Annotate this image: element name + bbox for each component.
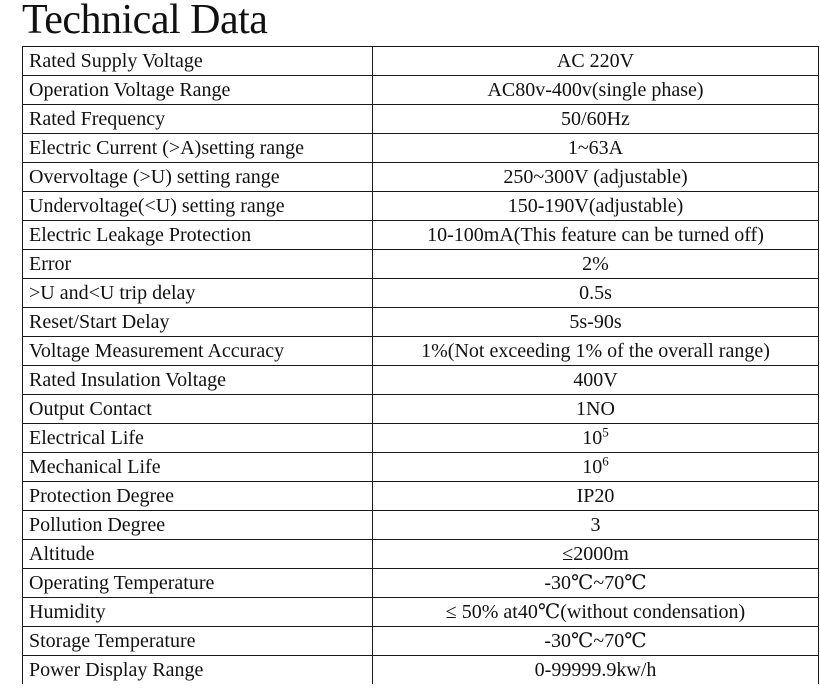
spec-table <box>22 46 819 684</box>
spec-value-text: 1~63A <box>567 137 624 159</box>
spec-value-exponent: 5 <box>602 424 609 440</box>
spec-value <box>373 482 819 511</box>
spec-value-text: 3 <box>590 514 601 536</box>
table-row <box>23 511 819 540</box>
spec-value-text: 1%(Not exceeding 1% of the overall range) <box>421 340 770 362</box>
spec-label: Electrical Life <box>23 424 373 453</box>
spec-value-text: AC80v-400v(single phase) <box>487 79 704 101</box>
spec-label: Voltage Measurement Accuracy <box>23 337 373 366</box>
spec-label: Storage Temperature <box>23 627 373 656</box>
spec-value <box>373 105 819 134</box>
table-row <box>23 47 819 76</box>
spec-label: Error <box>23 250 373 279</box>
spec-value <box>373 308 819 337</box>
spec-value <box>373 540 819 569</box>
spec-label: Operation Voltage Range <box>23 76 373 105</box>
table-row <box>23 366 819 395</box>
spec-label: Power Display Range <box>23 656 373 685</box>
spec-value <box>373 221 819 250</box>
spec-label: Rated Insulation Voltage <box>23 366 373 395</box>
table-row <box>23 105 819 134</box>
table-row <box>23 656 819 685</box>
spec-value <box>373 76 819 105</box>
spec-value <box>373 627 819 656</box>
spec-label: Undervoltage(<U) setting range <box>23 192 373 221</box>
table-row <box>23 192 819 221</box>
spec-value-text: 5s-90s <box>569 311 622 333</box>
spec-value <box>373 424 819 453</box>
table-row <box>23 424 819 453</box>
spec-value-text: IP20 <box>576 485 615 507</box>
spec-value <box>373 366 819 395</box>
spec-value-text: ≤ 50% at40℃(without condensation) <box>445 601 746 623</box>
spec-value <box>373 250 819 279</box>
spec-label: Output Contact <box>23 395 373 424</box>
spec-value-text: 10 <box>582 427 603 449</box>
spec-value <box>373 395 819 424</box>
spec-value-text: 1NO <box>576 398 615 420</box>
table-row <box>23 540 819 569</box>
spec-value-text: 10 <box>582 456 603 478</box>
table-row <box>23 221 819 250</box>
spec-label: Mechanical Life <box>23 453 373 482</box>
spec-value <box>373 453 819 482</box>
spec-label: Protection Degree <box>23 482 373 511</box>
spec-value-text: AC 220V <box>556 50 635 72</box>
spec-label: Overvoltage (>U) setting range <box>23 163 373 192</box>
table-row <box>23 308 819 337</box>
spec-value <box>373 569 819 598</box>
spec-label: Reset/Start Delay <box>23 308 373 337</box>
table-row <box>23 627 819 656</box>
spec-value-text: 150-190V(adjustable) <box>507 195 684 217</box>
spec-value <box>373 134 819 163</box>
spec-label: Humidity <box>23 598 373 627</box>
spec-label: Operating Temperature <box>23 569 373 598</box>
spec-value-text: 0-99999.9kw/h <box>534 659 657 681</box>
spec-value-text: 2% <box>582 253 609 275</box>
spec-label: Rated Supply Voltage <box>23 47 373 76</box>
spec-value <box>373 337 819 366</box>
table-row <box>23 395 819 424</box>
spec-label: Electric Current (>A)setting range <box>23 134 373 163</box>
spec-label: >U and<U trip delay <box>23 279 373 308</box>
spec-value-text: 50/60Hz <box>561 108 630 130</box>
spec-label: Rated Frequency <box>23 105 373 134</box>
table-row <box>23 482 819 511</box>
table-row <box>23 453 819 482</box>
spec-value-text: -30℃~70℃ <box>544 630 647 652</box>
spec-label: Electric Leakage Protection <box>23 221 373 250</box>
spec-value <box>373 656 819 685</box>
spec-table-body <box>23 47 819 685</box>
spec-value-text: 250~300V (adjustable) <box>503 166 688 188</box>
table-row <box>23 163 819 192</box>
spec-value <box>373 163 819 192</box>
spec-value <box>373 192 819 221</box>
spec-value-text: 0.5s <box>579 282 612 304</box>
spec-value-text: 400V <box>573 369 618 391</box>
spec-value <box>373 598 819 627</box>
page-title: Technical Data <box>22 0 268 43</box>
spec-value-text: -30℃~70℃ <box>544 572 647 594</box>
table-row <box>23 250 819 279</box>
spec-value-text: 10-100mA(This feature can be turned off) <box>427 224 764 246</box>
spec-label: Altitude <box>23 540 373 569</box>
table-row <box>23 337 819 366</box>
spec-value-exponent: 6 <box>602 453 609 469</box>
table-row <box>23 134 819 163</box>
table-row <box>23 76 819 105</box>
table-row <box>23 569 819 598</box>
spec-value-text: ≤2000m <box>562 543 629 565</box>
spec-value <box>373 47 819 76</box>
table-row <box>23 279 819 308</box>
spec-label: Pollution Degree <box>23 511 373 540</box>
spec-value <box>373 511 819 540</box>
spec-value <box>373 279 819 308</box>
table-row <box>23 598 819 627</box>
